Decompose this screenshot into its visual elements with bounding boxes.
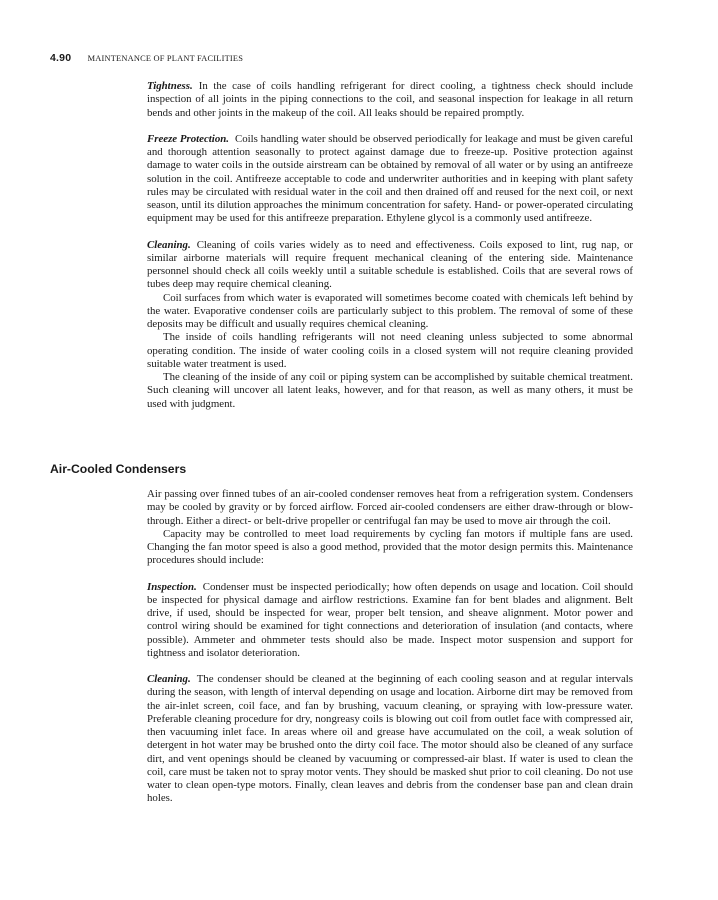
paragraph-capacity: Capacity may be controlled to meet load requirements by cycling fan motors if multiple fans are used. Changing the fan motor speed is also a good method, provided that the motor design permits this. Maintenance procedures should include: xyxy=(147,527,633,567)
paragraph-cleaning-coils xyxy=(147,239,633,292)
runin-heading-tightness: Tightness. xyxy=(147,80,193,92)
coil-maintenance-text xyxy=(147,80,633,411)
paragraph-coil-surfaces: Coil surfaces from which water is evaporated will sometimes become coated with chemicals left behind by the water. Evaporative condenser coils are particularly subject to this problem. The removal of some of these deposits may be difficult and usually requires chemical cleaning. xyxy=(147,291,633,330)
paragraph-inside-coils: The inside of coils handling refrigerants will not need cleaning unless subjected to some abnormal operating condition. The inside of water cooling coils in a closed system will not require cleaning provided suitable water treatment is used. xyxy=(147,331,633,370)
page-header xyxy=(50,52,243,64)
body-text: In the case of coils handling refrigerant for direct cooling, a tightness check should include inspection of all joints in the piping connections to the coil, and seasonal inspection for leakage in all return bends and other joints in the makeup of the coil. All leaks should be repaired promptly. xyxy=(147,80,633,119)
air-cooled-condensers-text xyxy=(147,488,633,806)
body-text: Cleaning of coils varies widely as to need and effectiveness. Coils exposed to lint, rug nap, or similar airborne materials will require frequent mechanical cleaning of the entering side. Maintenance personnel should check all coils weekly until a suitable schedule is established. Coils that are several rows of tubes deep may require chemical cleaning. xyxy=(147,238,633,291)
paragraph-freeze-protection xyxy=(147,133,633,226)
paragraph-tightness xyxy=(147,80,633,120)
runin-heading-cleaning: Cleaning. xyxy=(147,238,191,251)
running-head: MAINTENANCE OF PLANT FACILITIES xyxy=(87,54,244,63)
paragraph-chemical-treatment: The cleaning of the inside of any coil or piping system can be accomplished by suitable chemical treatment. Such cleaning will uncover all latent leaks, however, and for that reason, as well as many others, it must be used with judgment. xyxy=(147,371,633,410)
paragraph-condenser-cleaning xyxy=(147,673,633,806)
body-text: The condenser should be cleaned at the beginning of each cooling season and at regular intervals during the season, with length of interval depending on usage and location. Airborne dirt may be removed from the air-inlet screen, coil face, and fan by brushing, vacuum cleaning, or spraying with low-pressure water. Preferable cleaning procedure for dry, nongreasy coils is blowing out coil from outlet face with compressed air, then vacuuming inlet face. In areas where oil and grease have accumulated on the coil, a weak solution of detergent in hot water may be brushed onto the dirty coil face. The motor should also be cleaned of any surface dirt, and vent openings should be cleaned by vacuuming or compressed-air blast. If water is used to clean the coil, care must be taken not to spray motor vents. They should be masked shut prior to coil cleaning. Do not use water to clean open-type motors. Finally, clean leaves and debris from the condenser base pan and clean drain holes. xyxy=(147,673,633,805)
runin-heading-condenser-cleaning: Cleaning. xyxy=(147,673,191,685)
body-text: Coils handling water should be observed periodically for leakage and must be given careful and thorough attention seasonally to protect against damage due to freeze-up. Positive protection against damage to water coils in the outside airstream can be obtained by removal of all water or by using an antifreeze solution in the coil. Antifreeze acceptable to code and underwriter authorities and in keeping with plant safety rules may be circulated with residual water in the coil and then drained off and reused for the next coil, or next season, until its dilution approaches the minimum concentration for safety. Hand- or power-operated circulating equipment may be used for this antifreeze preparation. Ethylene glycol is a commonly used antifreeze. xyxy=(147,132,633,225)
body-text: Condenser must be inspected periodically; how often depends on usage and location. Coil should be inspected for physical damage and airflow restrictions. Examine fan for bent blades and alignment. Belt drive, if used, should be inspected for wear, proper belt tension, and sheave alignment. Motor power and control wiring should be examined for tight connections and deterioration of insulation (and contacts, where possible). Ammeter and ohmmeter tests should also be made. Inspect motor suspension and support for tightness and isolator deterioration. xyxy=(147,580,633,659)
section-heading: Air-Cooled Condensers xyxy=(50,462,187,476)
paragraph-intro: Air passing over finned tubes of an air-cooled condenser removes heat from a refrigeration system. Condensers may be cooled by gravity or by forced airflow. Forced air-cooled condensers are either draw-through or blow-through. Either a direct- or belt-drive propeller or centrifugal fan may be used to move air through the coil. xyxy=(147,488,633,527)
runin-heading-inspection: Inspection. xyxy=(147,580,197,593)
runin-heading-freeze-protection: Freeze Protection. xyxy=(147,132,229,145)
paragraph-inspection xyxy=(147,581,633,661)
page-number: 4.90 xyxy=(50,52,72,64)
